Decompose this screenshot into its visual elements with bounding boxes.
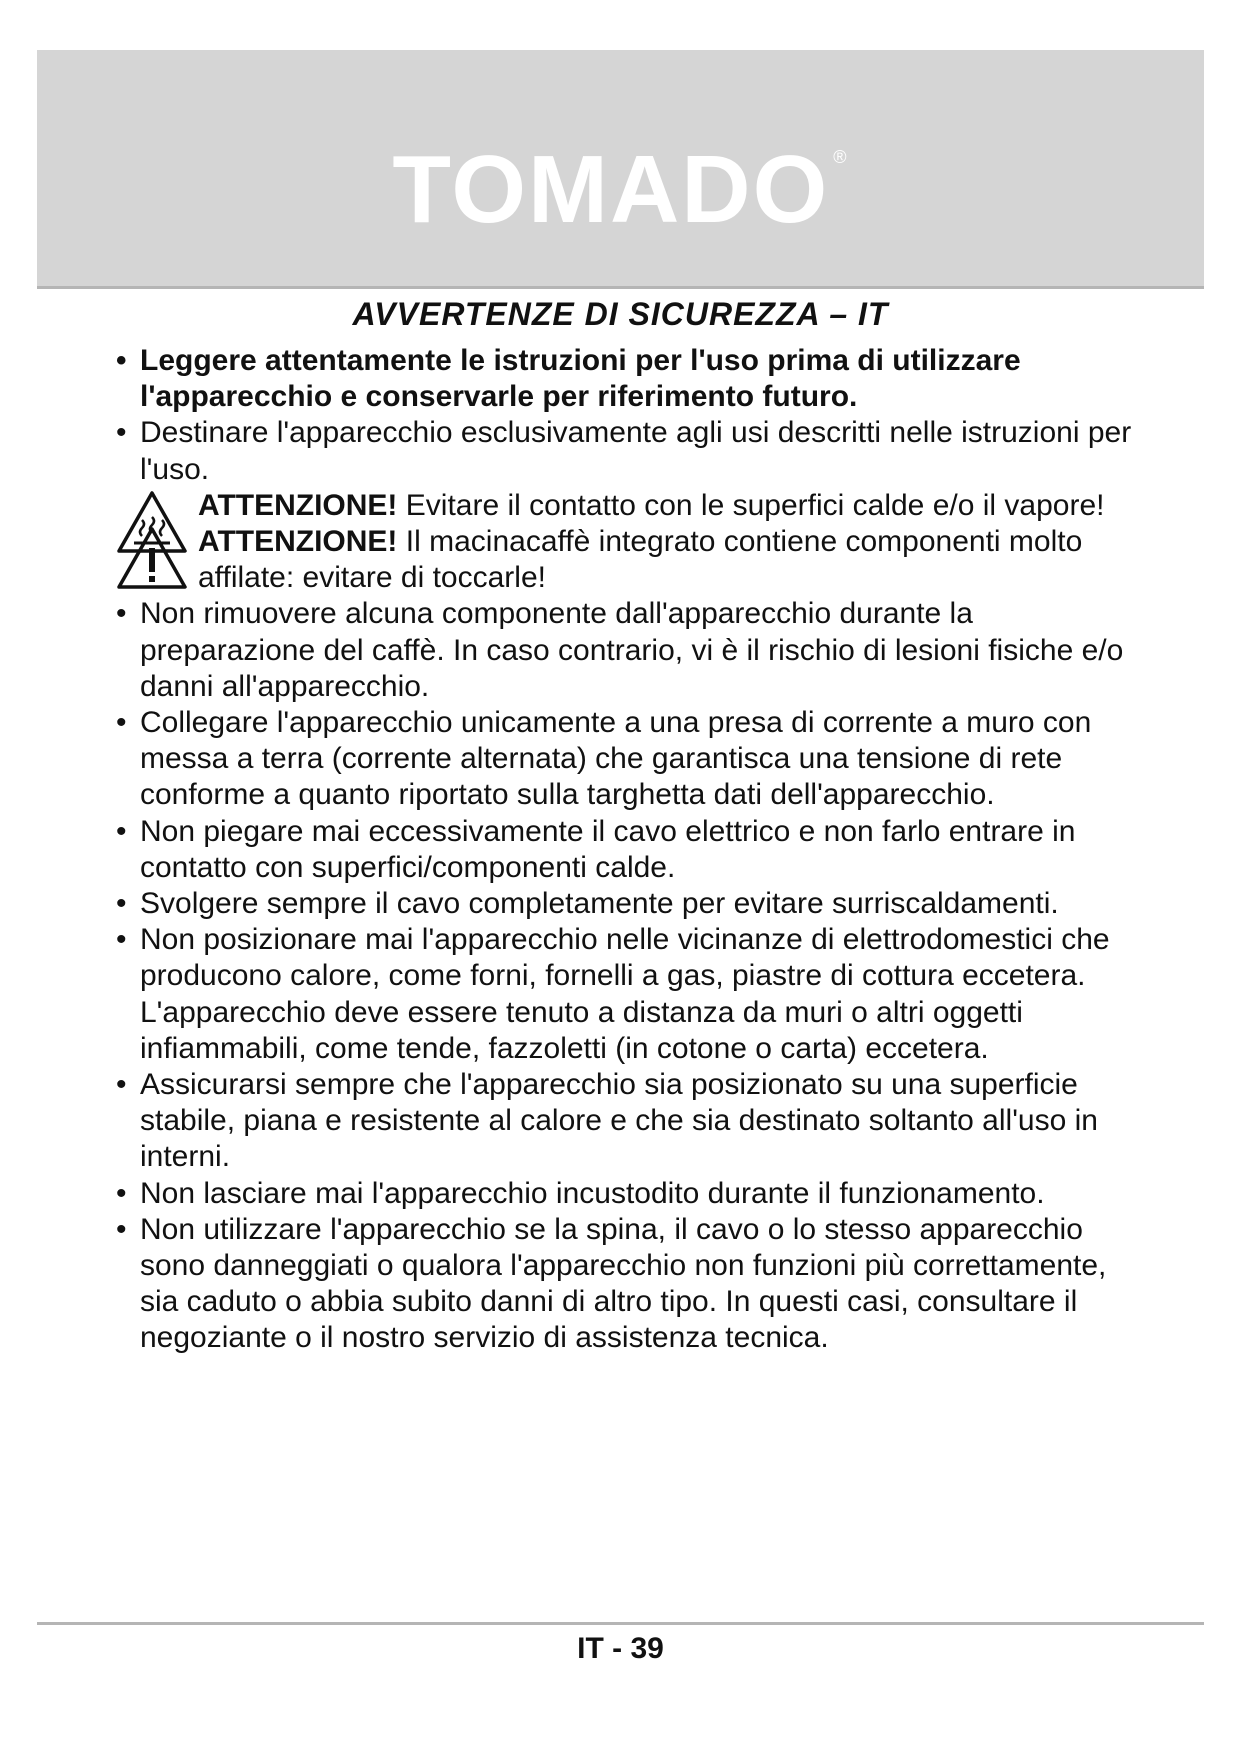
header-banner [37, 50, 1204, 289]
registered-mark: ® [833, 147, 849, 167]
bullet: • [116, 887, 127, 921]
warning-icon [116, 526, 188, 590]
page-number: IT - 39 [577, 1632, 664, 1665]
list-item: • Destinare l'apparecchio esclusivamente agli usi descritti nelle istruzioni per l'uso. [116, 416, 1132, 486]
bullet: • [116, 416, 127, 450]
bullet: • [116, 814, 127, 848]
warning-label: ATTENZIONE! [198, 525, 398, 559]
list-item: • Non piegare mai eccessivamente il cavo elettrico e non farlo entrare in contatto con superfici/componenti calde. [116, 814, 1076, 884]
list-item: • Non lasciare mai l'apparecchio incustodito durante il funzionamento. [116, 1176, 1146, 1212]
brand-logo [37, 136, 1204, 243]
bullet: • [116, 1068, 127, 1102]
bullet: • [116, 1176, 127, 1210]
bullet: • [116, 597, 127, 631]
bullet: • [116, 706, 127, 740]
warning-sharp-blades: ATTENZIONE! Il macinacaffè integrato contiene componenti molto affilate: evitare di toccarle! [116, 524, 1146, 596]
list-item: • Svolgere sempre il cavo completamente per evitare surriscaldamenti. [116, 886, 1146, 922]
footer-divider [37, 1622, 1204, 1625]
bullet: • [116, 344, 127, 377]
list-item: • Non utilizzare l'apparecchio se la spina, il cavo o lo stesso apparecchio sono danneggiati o qualora l'apparecchio non funzioni più correttamente, sia caduto o abbia subito danni di altro tipo. In questi casi, consultare il negoziante o il nostro servizio di assistenza tecnica. [116, 1212, 1107, 1355]
list-item: • Non rimuovere alcuna componente dall'apparecchio durante la preparazione del caffè. In caso contrario, vi è il rischio di lesioni fisiche e/o danni all'apparecchio. [116, 597, 1124, 703]
warning-label: ATTENZIONE! [198, 488, 398, 522]
brand-name: TOMADO [392, 136, 830, 243]
safety-list [116, 343, 1146, 1357]
bullet: • [116, 1212, 127, 1246]
list-item: • Collegare l'apparecchio unicamente a una presa di corrente a muro con messa a terra (corrente alternata) che garantisca una tensione di rete conforme a quanto riportato sulla targhetta dati dell'apparecchio. [116, 706, 1092, 812]
warning-hot-surface: ATTENZIONE! Evitare il contatto con le superfici calde e/o il vapore! [116, 488, 1146, 524]
list-item: • Assicurarsi sempre che l'apparecchio sia posizionato su una superficie stabile, piana e resistente al calore e che sia destinato soltanto all'uso in interni. [116, 1068, 1098, 1174]
page-title: AVVERTENZE DI SICUREZZA – IT [352, 296, 889, 332]
list-item: • Leggere attentamente le istruzioni per l'uso prima di utilizzare l'apparecchio e conservarle per riferimento futuro. [116, 344, 1021, 414]
bullet: • [116, 923, 127, 957]
list-item: • Non posizionare mai l'apparecchio nelle vicinanze di elettrodomestici che producono calore, come forni, fornelli a gas, piastre di cottura eccetera. L'apparecchio deve essere tenuto a distanza da muri o altri oggetti infiammabili, come tende, fazzoletti (in cotone o carta) eccetera. [116, 923, 1110, 1065]
